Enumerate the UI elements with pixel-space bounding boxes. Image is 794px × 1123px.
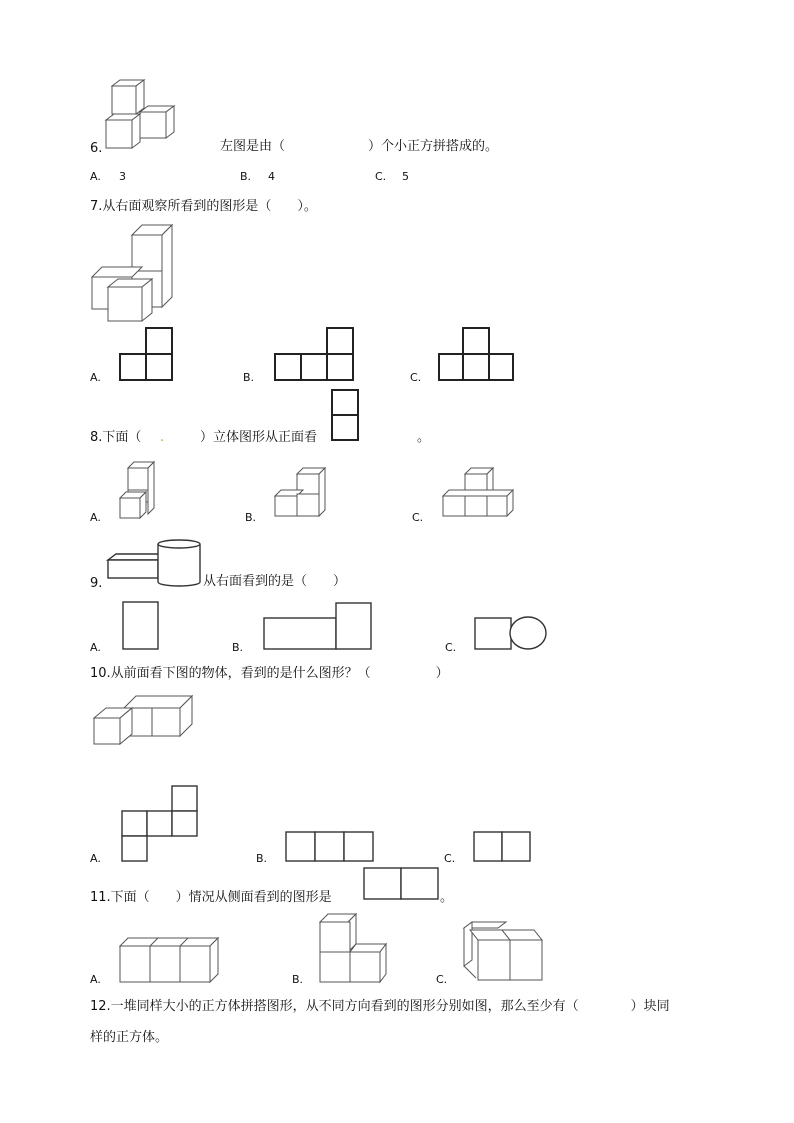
q8-front-view-figure bbox=[330, 388, 360, 442]
q8-option-a-figure bbox=[118, 460, 158, 520]
q9-option-c[interactable]: C. bbox=[445, 641, 457, 654]
q9-option-c-figure bbox=[473, 616, 549, 652]
q12-question-line2: 样的正方体。 bbox=[90, 1030, 169, 1045]
q6-text-part1: 左图是由（ bbox=[220, 139, 286, 154]
q10-option-a-figure bbox=[120, 784, 200, 864]
q10-option-b[interactable]: B. bbox=[256, 852, 268, 865]
q12-question-line1: 12.一堆同样大小的正方体拼搭图形，从不同方向看到的图形分别如图，那么至少有（ ）块同 bbox=[90, 999, 670, 1014]
q7-option-b-figure bbox=[273, 326, 355, 382]
q9-box-cylinder-figure bbox=[106, 538, 204, 588]
q9-option-b[interactable]: B. bbox=[232, 641, 244, 654]
q8-option-c[interactable]: C. bbox=[412, 511, 424, 524]
q10-option-a[interactable]: A. bbox=[90, 852, 101, 865]
q6-option-c-value: 5 bbox=[402, 170, 409, 183]
q6-option-a-letter[interactable]: A. bbox=[90, 170, 101, 183]
q11-text-part1: 11.下面（ ）情况从侧面看到的图形是 bbox=[90, 890, 332, 905]
q7-option-b[interactable]: B. bbox=[243, 371, 255, 384]
q10-cube-row-figure bbox=[92, 694, 198, 748]
q7-cube-figure bbox=[90, 223, 178, 323]
q7-option-a-figure bbox=[118, 326, 174, 382]
q6-option-b-letter[interactable]: B. bbox=[240, 170, 252, 183]
q11-option-b-figure bbox=[318, 912, 390, 984]
q7-question-text: 7.从右面观察所看到的图形是（ ）。 bbox=[90, 199, 317, 214]
q11-option-a[interactable]: A. bbox=[90, 973, 101, 986]
q9-number: 9. bbox=[90, 576, 103, 591]
q9-question-text: 从右面看到的是（ ） bbox=[203, 574, 347, 589]
q11-option-c[interactable]: C. bbox=[436, 973, 448, 986]
q10-option-c-figure bbox=[472, 830, 534, 864]
q6-option-b-value: 4 bbox=[268, 170, 275, 183]
q8-option-b-figure bbox=[273, 466, 327, 520]
q10-question-text: 10.从前面看下图的物体，看到的是什么图形？（ ） bbox=[90, 666, 449, 681]
q11-text-end: 。 bbox=[440, 890, 454, 905]
q9-option-a-figure bbox=[121, 600, 161, 652]
q10-option-c[interactable]: C. bbox=[444, 852, 456, 865]
q11-option-a-figure bbox=[118, 936, 222, 984]
q8-text-end: 。 bbox=[417, 430, 431, 445]
q7-option-c-figure bbox=[437, 326, 517, 382]
q6-number: 6. bbox=[90, 141, 103, 156]
q8-text-part1: 8.下面（ bbox=[90, 430, 142, 445]
q10-option-b-figure bbox=[284, 830, 376, 864]
q6-cube-figure bbox=[104, 78, 180, 152]
q6-option-a-value: 3 bbox=[119, 170, 126, 183]
q9-option-a[interactable]: A. bbox=[90, 641, 101, 654]
q7-option-a[interactable]: A. bbox=[90, 371, 101, 384]
q7-option-c[interactable]: C. bbox=[410, 371, 422, 384]
q6-text-part2: ）个小正方拼搭成的。 bbox=[368, 139, 499, 154]
q8-option-c-figure bbox=[441, 466, 515, 520]
q11-option-b[interactable]: B. bbox=[292, 973, 304, 986]
q8-dot-mark: . bbox=[160, 430, 165, 445]
q8-option-b[interactable]: B. bbox=[245, 511, 257, 524]
q8-option-a[interactable]: A. bbox=[90, 511, 101, 524]
q6-option-c-letter[interactable]: C. bbox=[375, 170, 387, 183]
q11-option-c-figure bbox=[462, 920, 546, 984]
q11-side-view-figure bbox=[362, 866, 442, 902]
q8-text-part2: ）立体图形从正面看 bbox=[200, 430, 318, 445]
q9-option-b-figure bbox=[262, 601, 374, 651]
